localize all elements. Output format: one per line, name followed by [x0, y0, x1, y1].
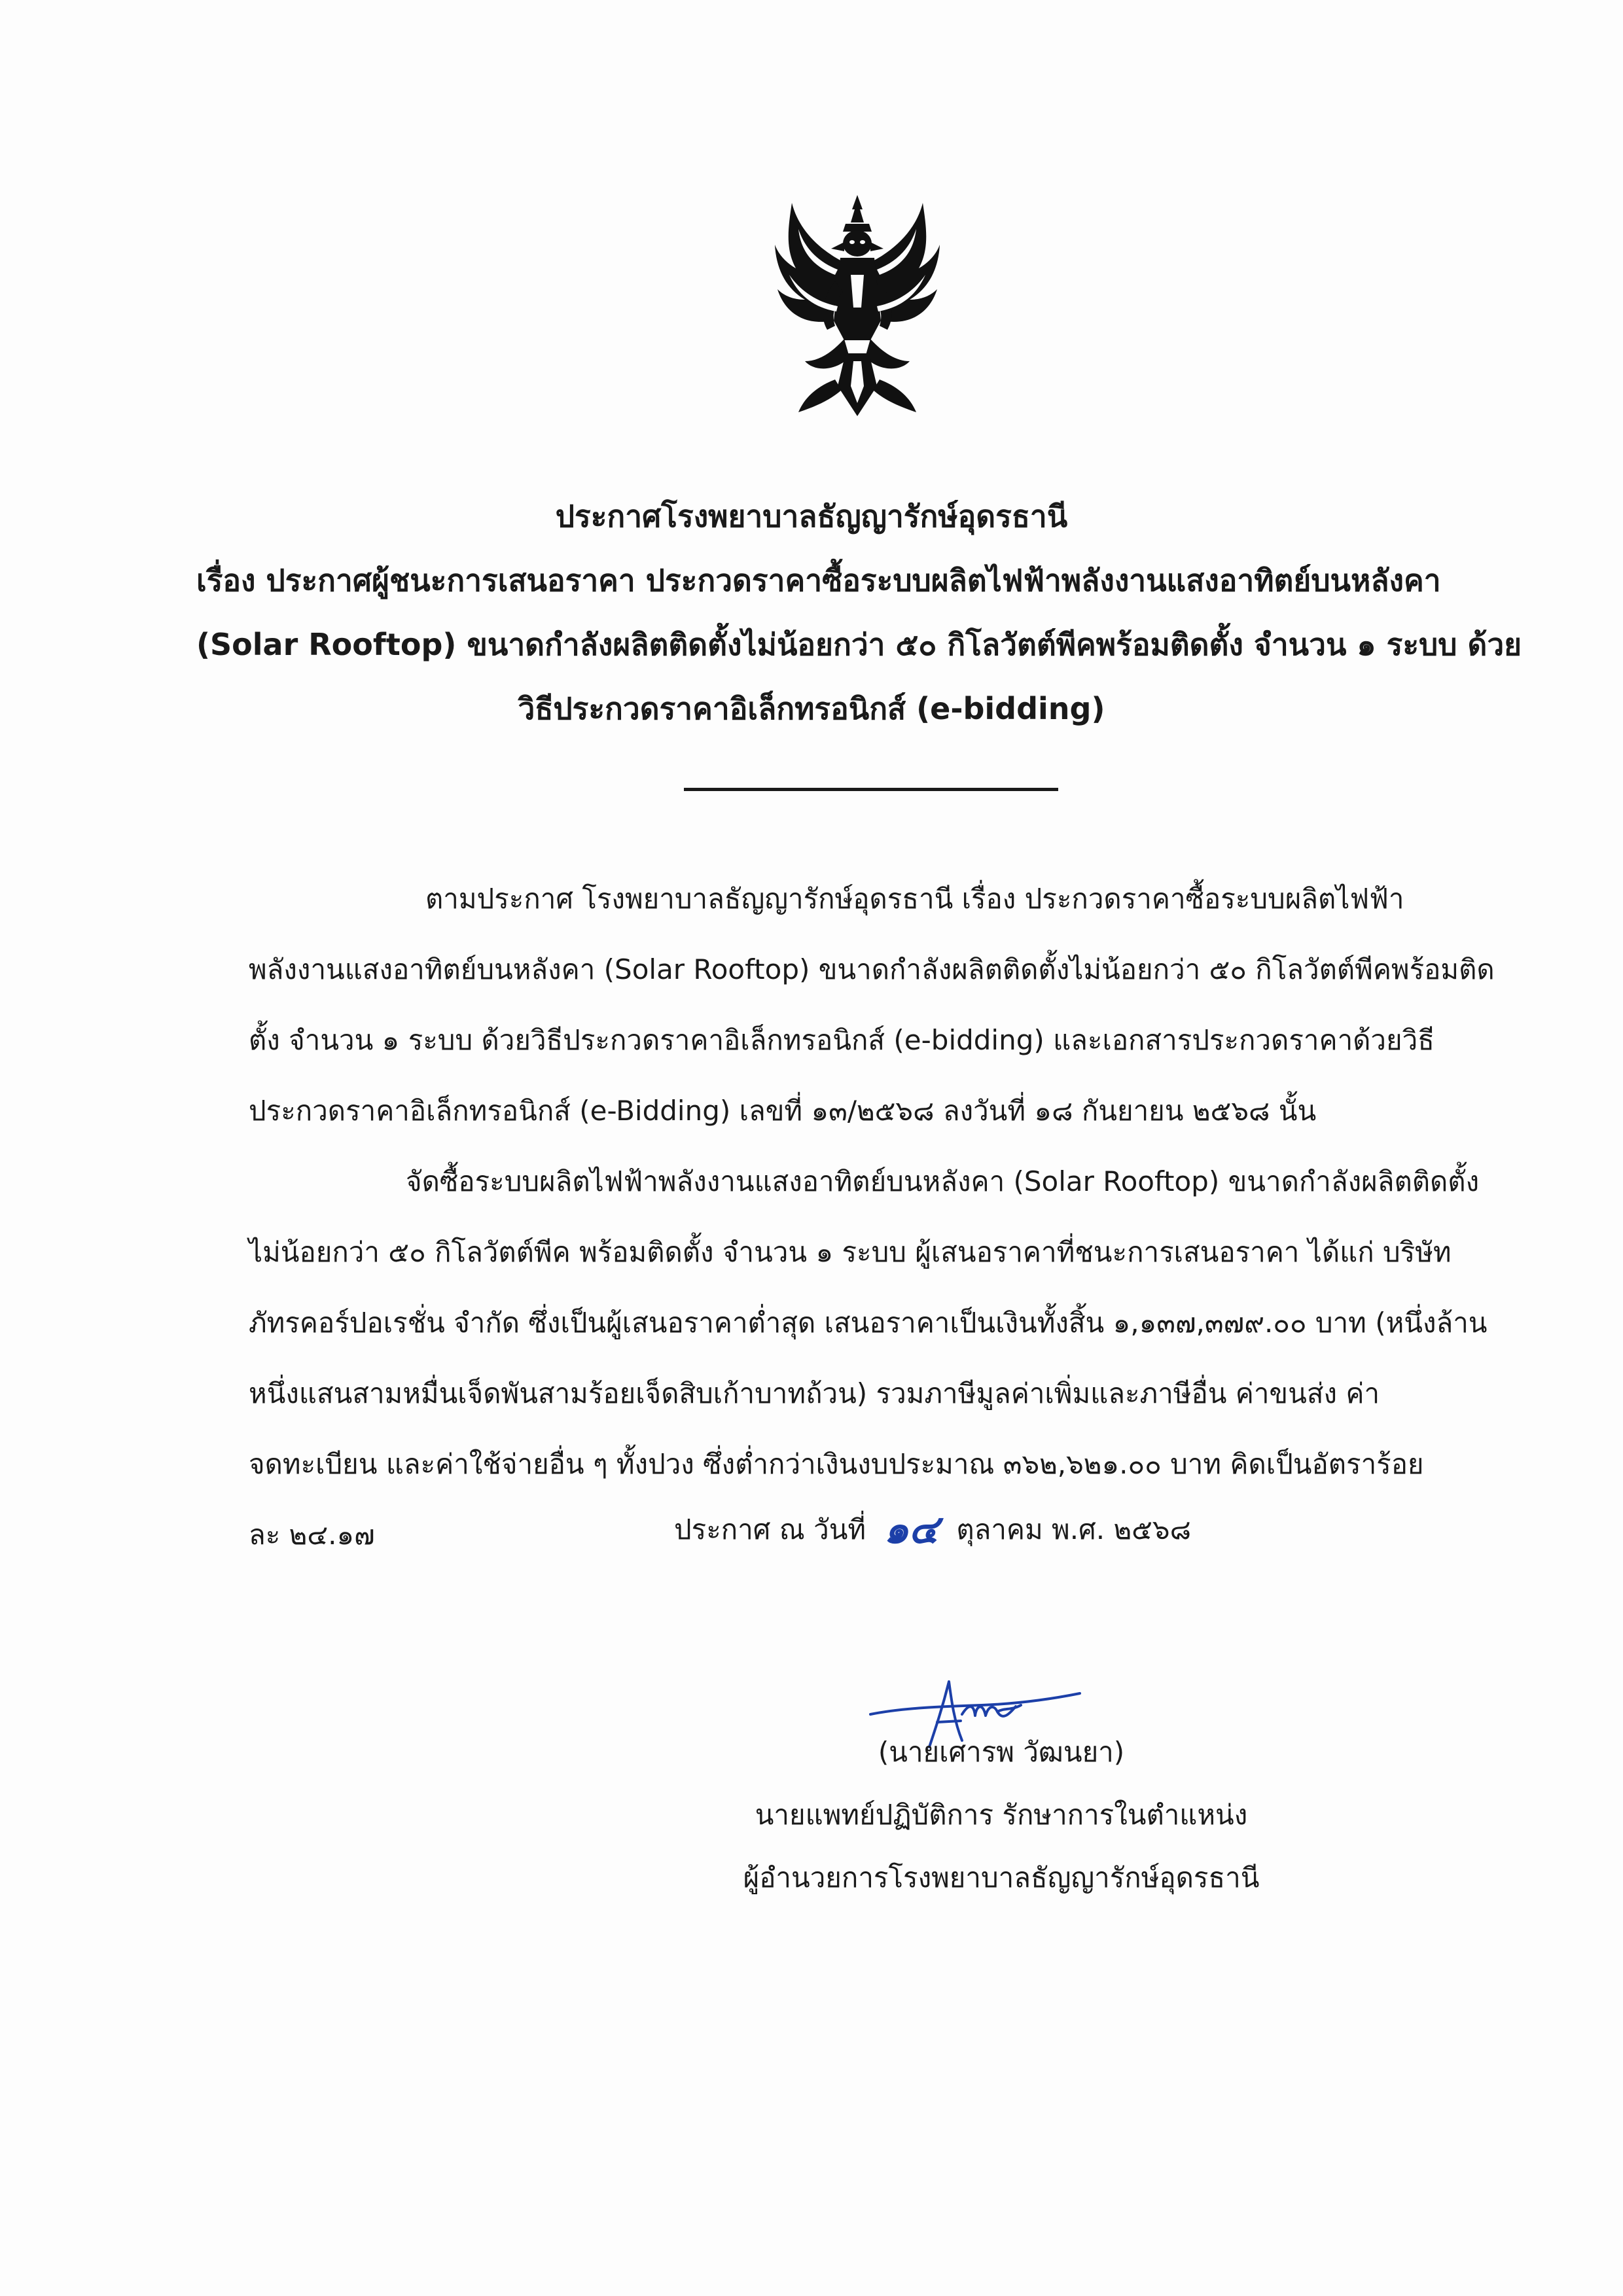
body-line: หนึ่งแสนสามหมื่นเจ็ดพันสามร้อยเจ็ดสิบเก้าบาทถ้วน) รวมภาษีมูลค่าเพิ่มและภาษีอื่น ค่าขนส่ง ค่า — [249, 1377, 1380, 1409]
title-line-3: (Solar Rooftop) ขนาดกำลังผลิตติดตั้งไม่น้อยกว่า ๕๐ กิโลวัตต์พีคพร้อมติดตั้ง จำนวน ๑ ระบบ ด้วย — [196, 627, 1522, 662]
date-prefix: ประกาศ ณ วันที่ — [674, 1513, 866, 1545]
body-line: ตามประกาศ โรงพยาบาลธัญญารักษ์อุดรธานี เรื่อง ประกวดราคาซื้อระบบผลิตไฟฟ้า — [425, 883, 1404, 915]
announcement-title — [196, 484, 1522, 741]
garuda-emblem-icon — [772, 190, 942, 419]
handwritten-day: ๑๔ — [883, 1507, 938, 1553]
signatory-block — [720, 1721, 1283, 1909]
signatory-name: (นายเศารพ วัฒนยา) — [878, 1736, 1125, 1768]
body-line: ตั้ง จำนวน ๑ ระบบ ด้วยวิธีประกวดราคาอิเล็กทรอนิกส์ (e-bidding) และเอกสารประกวดราคาด้วยวิธี — [249, 1024, 1435, 1056]
title-line-1: ประกาศโรงพยาบาลธัญญารักษ์อุดรธานี — [555, 499, 1068, 534]
title-line-2: เรื่อง ประกาศผู้ชนะการเสนอราคา ประกวดราคาซื้อระบบผลิตไฟฟ้าพลังงานแสงอาทิตย์บนหลังคา — [196, 563, 1441, 598]
announcement-date — [674, 1498, 1191, 1561]
announcement-body — [249, 864, 1495, 1570]
date-suffix: ตุลาคม พ.ศ. ๒๕๖๘ — [956, 1513, 1191, 1545]
signatory-position: นายแพทย์ปฏิบัติการ รักษาการในตำแหน่ง — [755, 1799, 1248, 1831]
body-line: ไม่น้อยกว่า ๕๐ กิโลวัตต์พีค พร้อมติดตั้ง จำนวน ๑ ระบบ ผู้เสนอราคาที่ชนะการเสนอราคา ได้แก่ บริษัท — [249, 1236, 1452, 1268]
body-line: ละ ๒๔.๑๗ — [249, 1519, 375, 1551]
signatory-role: ผู้อำนวยการโรงพยาบาลธัญญารักษ์อุดรธานี — [743, 1862, 1260, 1894]
body-line: จัดซื้อระบบผลิตไฟฟ้าพลังงานแสงอาทิตย์บนหลังคา (Solar Rooftop) ขนาดกำลังผลิตติดตั้ง — [406, 1165, 1480, 1197]
body-line: จดทะเบียน และค่าใช้จ่ายอื่น ๆ ทั้งปวง ซึ่งต่ำกว่าเงินงบประมาณ ๓๖๒,๖๒๑.๐๐ บาท คิดเป็นอัตราร้อย — [249, 1448, 1424, 1480]
body-line: ประกวดราคาอิเล็กทรอนิกส์ (e-Bidding) เลขที่ ๑๓/๒๕๖๘ ลงวันที่ ๑๘ กันยายน ๒๕๖๘ นั้น — [249, 1095, 1317, 1127]
title-divider — [684, 788, 1058, 791]
body-line: พลังงานแสงอาทิตย์บนหลังคา (Solar Rooftop) ขนาดกำลังผลิตติดตั้งไม่น้อยกว่า ๕๐ กิโลวัตต์พีคพร้อมติด — [249, 953, 1495, 985]
title-line-4: วิธีประกวดราคาอิเล็กทรอนิกส์ (e-bidding) — [518, 691, 1105, 726]
body-line: ภัทรคอร์ปอเรชั่น จำกัด ซึ่งเป็นผู้เสนอราคาต่ำสุด เสนอราคาเป็นเงินทั้งสิ้น ๑,๑๓๗,๓๗๙.๐๐ บาท (หนึ่งล้าน — [249, 1307, 1488, 1339]
